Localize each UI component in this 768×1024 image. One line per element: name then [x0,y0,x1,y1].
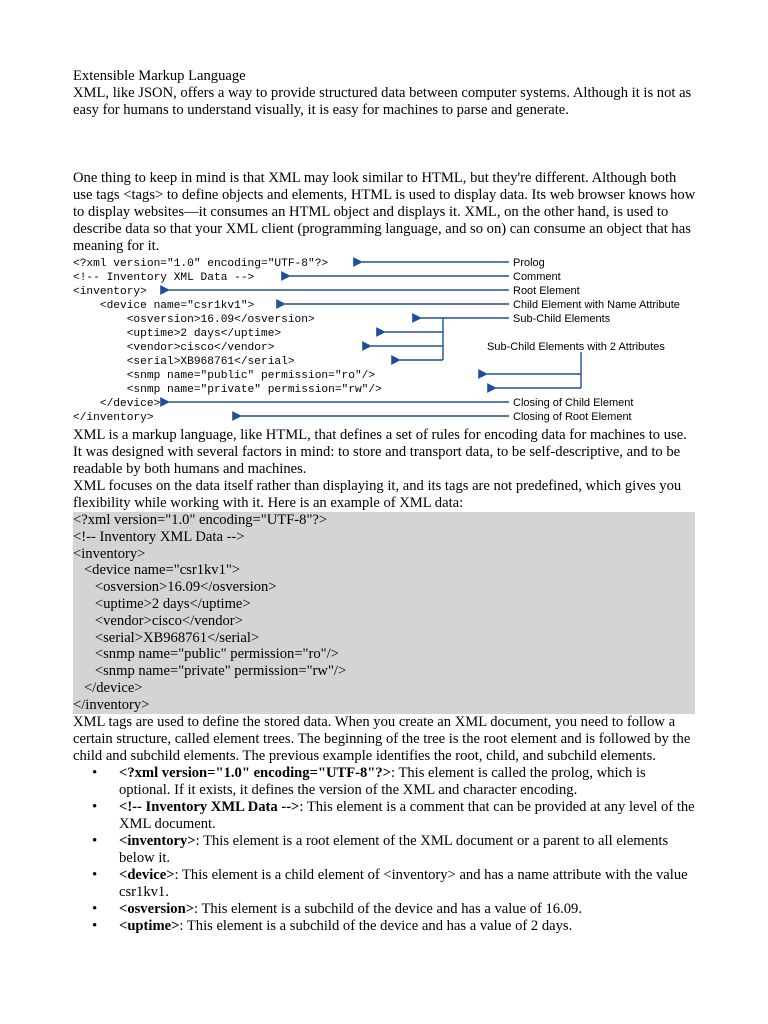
element-list [73,765,698,935]
list-item [119,918,698,935]
diagram-code-line: <device name="csr1kv1"> [73,300,255,312]
list-item-text: : This element is a root element of the XML document or a parent to all elements below it. [119,832,669,866]
diagram-code-line: <vendor>cisco</vendor> [73,342,275,354]
example-line: <?xml version="1.0" encoding="UTF-8"?> [73,512,328,528]
list-item-term: <!-- Inventory XML Data --> [119,798,300,815]
example-line: <vendor>cisco</vendor> [73,612,243,629]
intro-paragraph: XML, like JSON, offers a way to provide structured data between computer systems. Although it is not as easy for humans to understand visually, it is easy for machines to parse and generate. [73,85,692,118]
label-closing-root: Closing of Root Element [513,411,632,423]
list-item [119,867,698,901]
focus-paragraph: XML focuses on the data itself rather than displaying it, and its tags are not predefined, which gives you flexibility while working with it. Here is an example of XML data: [73,478,682,511]
list-item-text: : This element is a comment that can be provided at any level of the XML document. [119,798,695,832]
blank-gap [73,119,698,170]
example-line: <!-- Inventory XML Data --> [73,528,245,545]
example-line: </device> [73,679,143,696]
example-line: <device name="csr1kv1"> [73,562,241,579]
diagram-code-line: <inventory> [73,286,147,298]
document-heading: Extensible Markup Language [73,68,246,84]
list-item-term: <?xml version="1.0" encoding="UTF-8"?> [119,764,392,781]
xml-diagram-svg [73,255,698,427]
diagram-code-line: <serial>XB968761</serial> [73,356,295,368]
label-subchild-attributes: Sub-Child Elements with 2 Attributes [487,341,665,353]
diagram-code-line: </device> [73,398,161,410]
diagram-code-line: <osversion>16.09</osversion> [73,314,315,326]
list-item-text: : This element is a subchild of the device and has a value of 16.09. [194,900,582,917]
label-subchild-elements: Sub-Child Elements [513,313,611,325]
label-child-element: Child Element with Name Attribute [513,299,680,311]
example-line: <snmp name="public" permission="ro"/> [73,646,339,663]
diagram-code-line: <!-- Inventory XML Data --> [73,272,255,284]
list-item-term: <osversion> [119,900,195,917]
label-closing-child: Closing of Child Element [513,397,634,409]
label-root-element: Root Element [513,285,580,297]
example-line: <snmp name="private" permission="rw"/> [73,663,347,680]
list-item [119,799,698,833]
diagram-code-line: <snmp name="private" permission="rw"/> [73,384,382,396]
list-item [119,833,698,867]
diagram-code-line: <snmp name="public" permission="ro"/> [73,370,376,382]
html-comparison-paragraph: One thing to keep in mind is that XML may look similar to HTML, but they're different. Although both use tags <tags> to define objects and elements, HTML is used to display data. Its web browser knows how to display websites—it consumes an HTML object and displays it. XML, on the other hand, is used to describe data so that your XML client (programming language, and so on) can consume an object that has meaning for it. [73,170,696,254]
list-item [119,765,698,799]
label-prolog: Prolog [513,257,545,269]
xml-example-block [73,512,695,714]
tags-paragraph: XML tags are used to define the stored data. When you create an XML document, you need to follow a certain structure, called element trees. The beginning of the tree is the root element and is followed by the child and subchild elements. The previous example identifies the root, child, and subchild elements. [73,713,691,764]
list-item-text: : This element is a child element of <inventory> and has a name attribute with the value csr1kv1. [119,866,688,900]
diagram-code-line: <?xml version="1.0" encoding="UTF-8"?> [73,258,329,270]
markup-language-paragraph: XML is a markup language, like HTML, that defines a set of rules for encoding data for machines to use. It was designed with several factors in mind: to store and transport data, to be self-descriptive, and to be readable by both humans and machines. [73,427,687,477]
example-line: <serial>XB968761</serial> [73,629,260,646]
list-item-text: : This element is called the prolog, which is optional. If it exists, it defines the version of the XML and character encoding. [119,764,646,798]
example-line: <osversion>16.09</osversion> [73,579,277,596]
list-item-term: <uptime> [119,917,180,934]
diagram-code-line: </inventory> [73,412,154,424]
document-page [73,68,698,935]
list-item [119,901,698,918]
xml-structure-diagram [73,255,698,427]
diagram-code-line: <uptime>2 days</uptime> [73,328,282,340]
list-item-text: : This element is a subchild of the device and has a value of 2 days. [179,917,573,934]
example-line: </inventory> [73,696,150,713]
label-comment: Comment [513,271,561,283]
list-item-term: <inventory> [119,832,196,849]
example-line: <inventory> [73,545,146,562]
example-line: <uptime>2 days</uptime> [73,595,251,612]
list-item-term: <device> [119,866,175,883]
